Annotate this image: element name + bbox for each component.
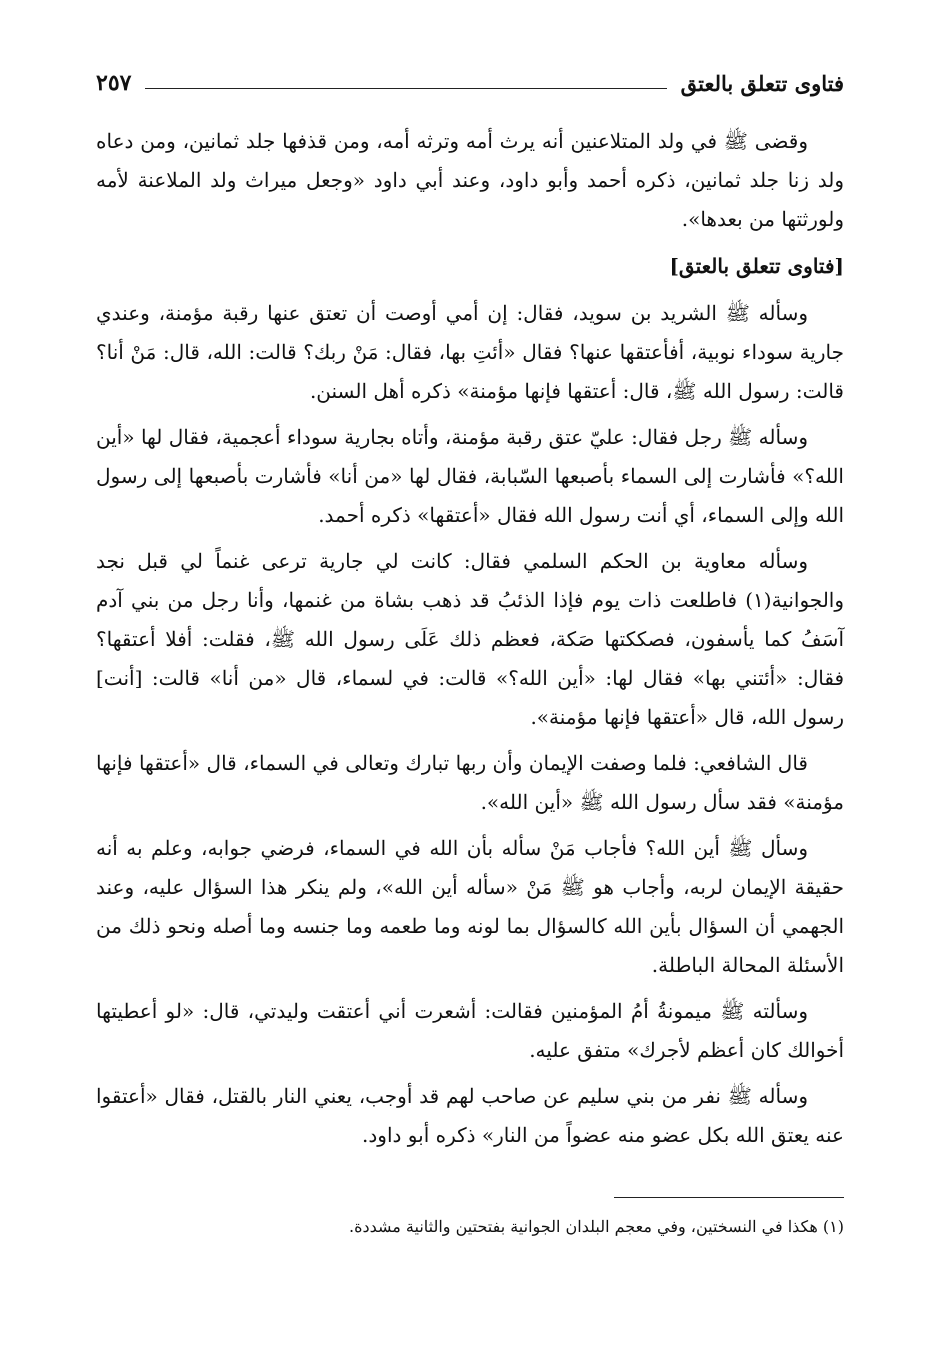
paragraph-where-is-allah: وسأل ﷺ أين الله؟ فأجاب مَنْ سأله بأن الله في السماء، فرضي جوابه، وعلم به أنه حقيقة الإيمان لربه، وأجاب هو ﷺ مَنْ «سأله أين الله»، ولم ينكر هذا السؤال عليه، وعند الجهمي أن السؤال بأين الله كالسؤال بما لونه وما طعمه وما جنسه وما أصله ونحو ذلك من الأسئلة المحالة الباطلة. — [96, 836, 844, 977]
paragraph-bani-sulaym-question: وسأله ﷺ نفر من بني سليم عن صاحب لهم قد أوجب، يعني النار بالقتل، فقال «أعتقوا عنه يعتق الله بكل عضو منه عضواً من النار» ذكره أبو داود. — [96, 1084, 844, 1147]
paragraph-sharid-question: وسأله ﷺ الشريد بن سويد، فقال: إن أمي أوصت أن تعتق عنها رقبة مؤمنة، وعندي جارية سوداء نوبية، أفأعتقها عنها؟ فقال «أئتِ بها، فقال: مَنْ ربك؟ قالت: الله، قال: مَنْ أنا؟ قالت: رسول الله ﷺ، قال: أعتقها فإنها مؤمنة» ذكره أهل السنن. — [96, 301, 844, 403]
paragraph-muawiya-question: وسأله معاوية بن الحكم السلمي فقال: كانت لي جارية ترعى غنماً لي قبل نجد والجوانية(١) فاطلعت ذات يوم فإذا الذئبُ قد ذهب بشاة من غنمها، وأنا رجل من بني آدم آسَفُ كما يأسفون، فصككتها صَكة، فعظم ذلك عَلَى رسول الله ﷺ، فقلت: أفلا أعتقها؟ فقال: «أئتني بها» فقال لها: «أين الله؟» قالت: في لسماء، قال «من أنا» قالت: [أنت] رسول الله، قال «أعتقها فإنها مؤمنة». — [96, 549, 844, 729]
paragraph-shafii-comment: قال الشافعي: فلما وصفت الإيمان وأن ربها تبارك وتعالى في السماء، قال «أعتقها فإنها مؤمنة» فقد سأل رسول الله ﷺ «أين الله». — [96, 751, 844, 814]
header-rule — [145, 88, 666, 89]
body-text — [96, 122, 844, 1155]
paragraph-man-question: وسأله ﷺ رجل فقال: عليّ عتق رقبة مؤمنة، وأتاه بجارية سوداء أعجمية، فقال لها «أين الله؟» فأشارت إلى السماء بأصبعها السّبابة، فقال لها «من أنا» فأشارت بأصبعها إلى رسول الله وإلى السماء، أي أنت رسول الله فقال «أعتقها» ذكره أحمد. — [96, 425, 844, 527]
paragraph-maymuna-question: وسألته ﷺ ميمونةُ أمُ المؤمنين فقالت: أشعرت أني أعتقت وليدتي، قال: «لو أعطيتها أخوالك كان أعظم لأجرك» متفق عليه. — [96, 999, 844, 1062]
paragraph-mulaana-ruling: وقضى ﷺ في ولد المتلاعنين أنه يرث أمه وترثه أمه، ومن قذفها جلد ثمانين، ومن دعاه ولد زنا جلد ثمانين، ذكره أحمد وأبو داود، وعند أبي داود «وجعل ميراث ولد الملاعنة لأمه ولورثتها من بعدها». — [96, 129, 844, 231]
running-header — [96, 66, 844, 100]
page-number: ٢٥٧ — [96, 70, 132, 96]
running-header-title: فتاوى تتعلق بالعتق — [680, 70, 844, 96]
footnote-rule — [614, 1197, 844, 1198]
book-page — [96, 66, 844, 1326]
section-heading: [فتاوى تتعلق بالعتق] — [669, 254, 844, 278]
footnote: (١) هكذا في النسختين، وفي معجم البلدان الجوانية بفتحتين والثانية مشددة. — [348, 1217, 844, 1236]
